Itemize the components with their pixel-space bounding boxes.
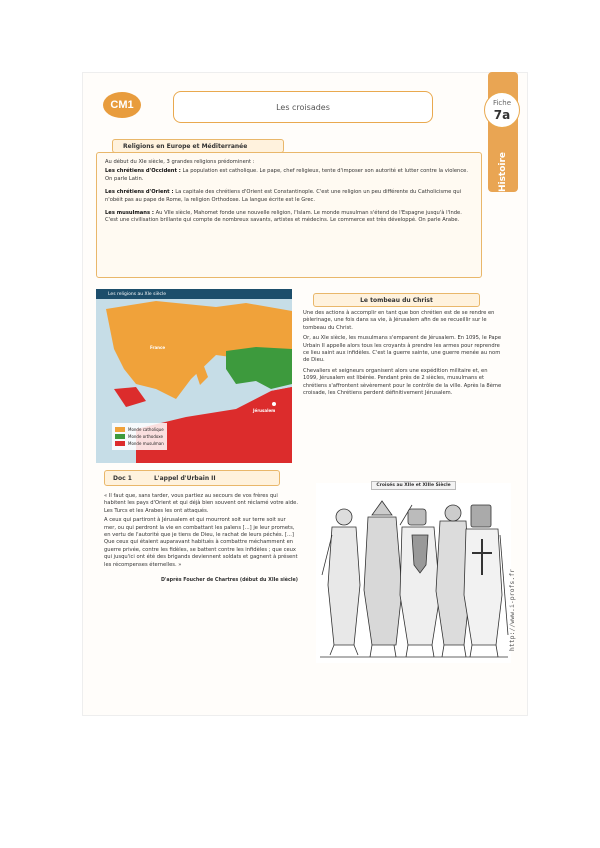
map-title: Les religions au XIe siècle	[96, 289, 292, 299]
tombeau-paragraph: Chevaliers et seigneurs organisent alors une expédition militaire et, en 1099, Jérusalem est libérée. Pendant près de 2 siècles, musulmans et chrétiens s'affrontent sèvèrement pour le contrôle de la ville. Après la 8ème croisade, les Chrétiens perdent définitivement Jérusalem.	[303, 367, 502, 397]
fiche-label: Fiche	[492, 98, 512, 107]
legend-swatch-catholic	[115, 427, 125, 432]
subject-tab-label: Histoire	[498, 151, 508, 193]
quote-paragraph: A ceux qui partiront à Jérusalem et qui mourront soit sur terre soit sur mer, ou qui perdront la vie en combattant les païens [...] je leur promets, en vertu de l'autorité que je tiens de Dieu, le rachat de leurs péchés. [...] Que ceux qui étaient auparavant habitués à combattre méchamment en guerre privée, contre les fidèles, se battent contre les infidèles ; que ceux qui jusqu'ici ont été des brigands deviennent soldats et gagnent à présent les récompenses éternelles. »	[104, 517, 298, 568]
tombeau-panel	[297, 306, 509, 464]
doc-panel	[96, 485, 306, 651]
legend-label: Monde musulman	[128, 441, 164, 446]
illustration-caption-text: Croisés au XIIe et XIIIe Siècle	[371, 481, 455, 490]
text-musulmans: Au VIIe siècle, Mahomet fonde une nouvelle religion, l'Islam. Le monde musulman s'étend de l'Espagne jusqu'à l'Inde. C'est une civilisation brillante qui compte de nombreux savants, artistes et médecins. Le commerce est très développé. On parle Arabe.	[105, 210, 462, 224]
doc-label: Doc 1	[113, 474, 132, 482]
religions-heading: Religions en Europe et Méditerranée	[112, 139, 284, 153]
illustration-caption	[316, 483, 511, 488]
legend-item	[115, 441, 164, 446]
lead-occident: Les chrétiens d'Occident :	[105, 168, 181, 175]
map-label-france: France	[150, 345, 166, 350]
doc-title: L'appel d'Urbain II	[153, 474, 216, 482]
text-occident: La population est catholique. Le pape, chef religieux, tente d'imposer son autorité et lutter contre la violence. On parle Latin.	[105, 168, 469, 182]
religions-intro: Au début du XIe siècle, 3 grandes religions prédominent :	[105, 159, 255, 165]
paragraph-musulmans	[105, 210, 473, 225]
tombeau-paragraph: Or, au XIe siècle, les musulmans s'emparent de Jérusalem. En 1095, le Pape Urbain II appelle alors tous les croyants à prendre les armes pour reprendre ce lieu saint aux infidèles. C'est la guerre sainte, une guerre menée au nom de Dieu.	[303, 335, 502, 364]
doc-heading	[104, 470, 280, 486]
tombeau-paragraph: Une des actions à accomplir en tant que bon chrétien est de se rendre en pèlerinage, une fois dans sa vie, à Jérusalem afin de se recueillir sur le tombeau du Christ.	[303, 310, 495, 331]
map-legend	[112, 423, 167, 450]
fiche-number: 7a	[493, 107, 511, 122]
crusaders-drawing	[316, 495, 511, 663]
text-orient: La capitale des chrétiens d'Orient est Constantinople. C'est une religion un peu différente du Catholicisme qui n'obéit pas au pape de Rome, la religion Orthodoxe. La langue écrite est le Grec.	[105, 189, 462, 203]
legend-item	[115, 434, 164, 439]
paragraph-occident	[105, 168, 473, 183]
lead-orient: Les chrétiens d'Orient :	[105, 189, 174, 196]
lead-musulmans: Les musulmans :	[105, 210, 154, 217]
watermark	[505, 565, 519, 655]
subject-tab	[488, 72, 518, 192]
jerusalem-dot	[272, 402, 276, 406]
watermark-text: http://www.i-profs.fr	[508, 568, 516, 652]
legend-item	[115, 427, 164, 432]
tombeau-heading: Le tombeau du Christ	[313, 293, 480, 307]
legend-label: Monde catholique	[128, 427, 164, 432]
quote-source: D'après Foucher de Chartres (début du XIIe siècle)	[160, 578, 298, 584]
map-label-jerusalem: Jérusalem	[253, 408, 276, 413]
legend-label: Monde orthodoxe	[128, 434, 163, 439]
crusaders-illustration	[316, 483, 511, 663]
page-title: Les croisades	[173, 91, 433, 123]
fiche-badge	[484, 92, 520, 128]
religions-map	[96, 289, 292, 463]
legend-swatch-orthodox	[115, 434, 125, 439]
level-badge: CM1	[103, 92, 141, 118]
quote-paragraph: « Il faut que, sans tarder, vous partiez au secours de vos frères qui habitent les pays d'Orient et qui déjà bien souvent ont réclamé votre aide. Les Turcs et les Arabes les ont attaqués.	[104, 493, 298, 514]
paragraph-orient	[105, 189, 473, 204]
legend-swatch-muslim	[115, 441, 125, 446]
religions-panel	[96, 152, 482, 278]
